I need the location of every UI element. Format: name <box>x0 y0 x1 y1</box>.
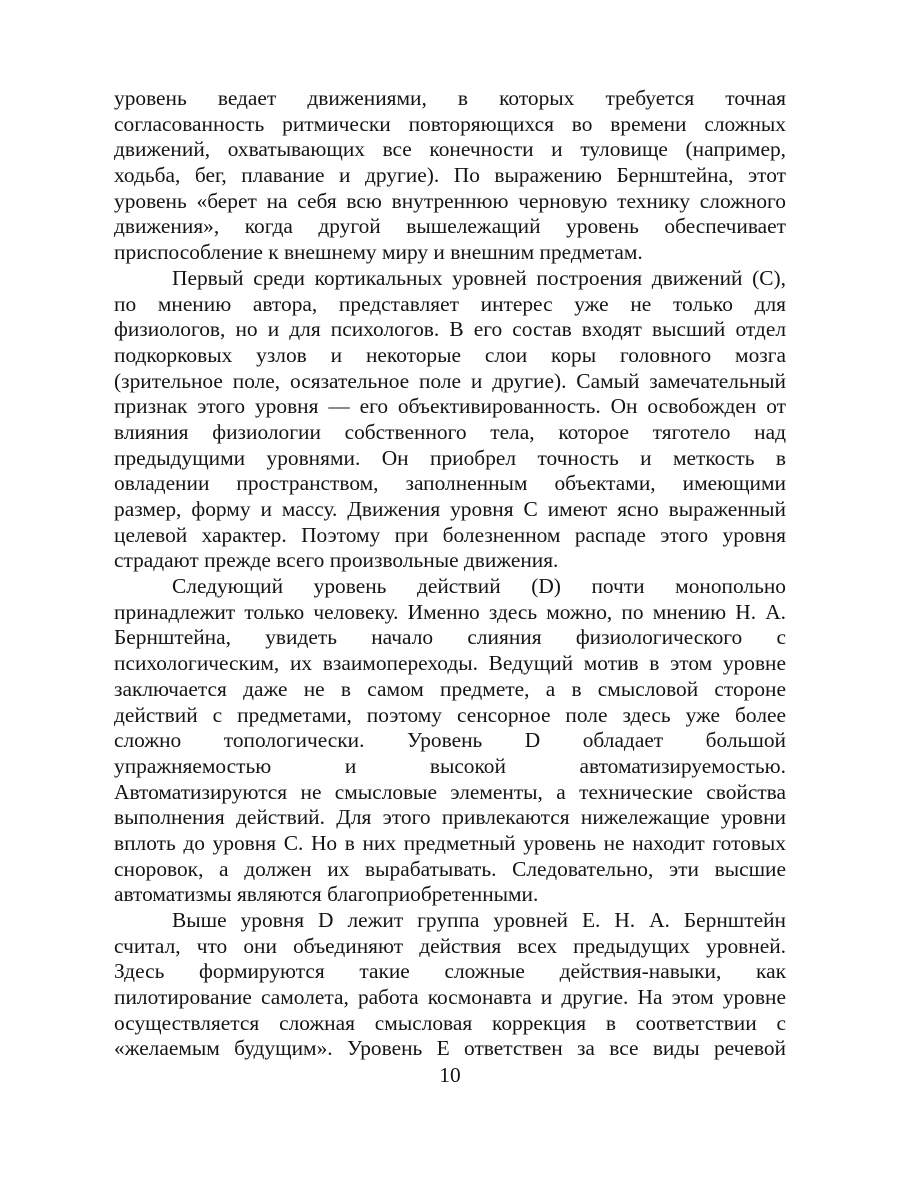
text-line: принадлежит только человеку. Именно здесь можно, по мнению Н. А. <box>114 599 786 624</box>
text-line: действий с предметами, поэтому сенсорное поле здесь уже более <box>114 702 786 727</box>
text-line: осуществляется сложная смысловая коррекция в соответствии с <box>114 1010 786 1035</box>
text-line: физиологов, но и для психологов. В его состав входят высший отдел <box>114 317 786 342</box>
text-line: предыдущими уровнями. Он приобрел точность и меткость в <box>114 445 786 470</box>
text-line: Здесь формируются такие сложные действия-навыки, как <box>114 959 786 984</box>
text-line: сноровок, а должен их вырабатывать. Следовательно, эти высшие <box>114 856 786 881</box>
text-line: влияния физиологии собственного тела, которое тяготело над <box>114 419 786 444</box>
text-line: целевой характер. Поэтому при болезненном распаде этого уровня <box>114 522 786 547</box>
text-line: считал, что они объединяют действия всех предыдущих уровней. <box>114 933 786 958</box>
text-line: (зрительное поле, осязательное поле и другие). Самый замечательный <box>114 368 786 393</box>
text-line: овладении пространством, заполненным объектами, имеющими <box>114 471 786 496</box>
text-line: движения», когда другой вышележащий уровень обеспечивает <box>114 214 786 239</box>
text-line: заключается даже не в самом предмете, а в смысловой стороне <box>114 676 786 701</box>
text-line: пилотирование самолета, работа космонавта и другие. На этом уровне <box>114 985 786 1010</box>
paragraph <box>114 908 786 1062</box>
text-line: уровень «берет на себя всю внутреннюю черновую технику сложного <box>114 188 786 213</box>
body-text <box>114 86 786 1062</box>
text-line: сложно топологически. Уровень D обладает большой <box>114 728 786 753</box>
text-line: выполнения действий. Для этого привлекаются нижележащие уровни <box>114 805 786 830</box>
text-line: приспособление к внешнему миру и внешним предметам. <box>114 240 643 265</box>
text-line: Бернштейна, увидеть начало слияния физиологического с <box>114 625 786 650</box>
text-line: страдают прежде всего произвольные движения. <box>114 548 559 573</box>
text-line: Следующий уровень действий (D) почти монопольно <box>172 574 786 599</box>
text-line: вплоть до уровня С. Но в них предметный уровень не находит готовых <box>114 830 786 855</box>
text-line: признак этого уровня — его объективированность. Он освобожден от <box>114 394 786 419</box>
text-line: упражняемостью и высокой автоматизируемостью. <box>114 753 786 778</box>
text-line: автоматизмы являются благоприобретенными. <box>114 882 539 907</box>
text-line: психологическим, их взаимопереходы. Ведущий мотив в этом уровне <box>114 651 786 676</box>
page-number: 10 <box>439 1063 461 1087</box>
text-line: ходьба, бег, плавание и другие). По выражению Бернштейна, этот <box>114 163 786 188</box>
text-line: Выше уровня D лежит группа уровней Е. Н. А. Бернштейн <box>172 908 786 932</box>
text-line: Автоматизируются не смысловые элементы, а технические свойства <box>114 779 786 804</box>
text-line: уровень ведает движениями, в которых требуется точная <box>114 86 786 110</box>
text-line: подкорковых узлов и некоторые слои коры головного мозга <box>114 342 786 367</box>
text-line: Первый среди кортикальных уровней построения движений (С), <box>172 265 786 290</box>
paragraph <box>114 574 786 908</box>
paragraph <box>114 86 786 266</box>
text-line: по мнению автора, представляет интерес уже не только для <box>114 291 786 316</box>
paragraph <box>114 266 786 574</box>
text-line: согласованность ритмически повторяющихся во времени сложных <box>114 111 786 136</box>
text-line: движений, охватывающих все конечности и туловище (например, <box>114 137 786 162</box>
text-line: «желаемым будущим». Уровень Е ответствен за все виды речевой <box>114 1036 786 1061</box>
text-line: размер, форму и массу. Движения уровня С имеют ясно выраженный <box>114 497 786 521</box>
